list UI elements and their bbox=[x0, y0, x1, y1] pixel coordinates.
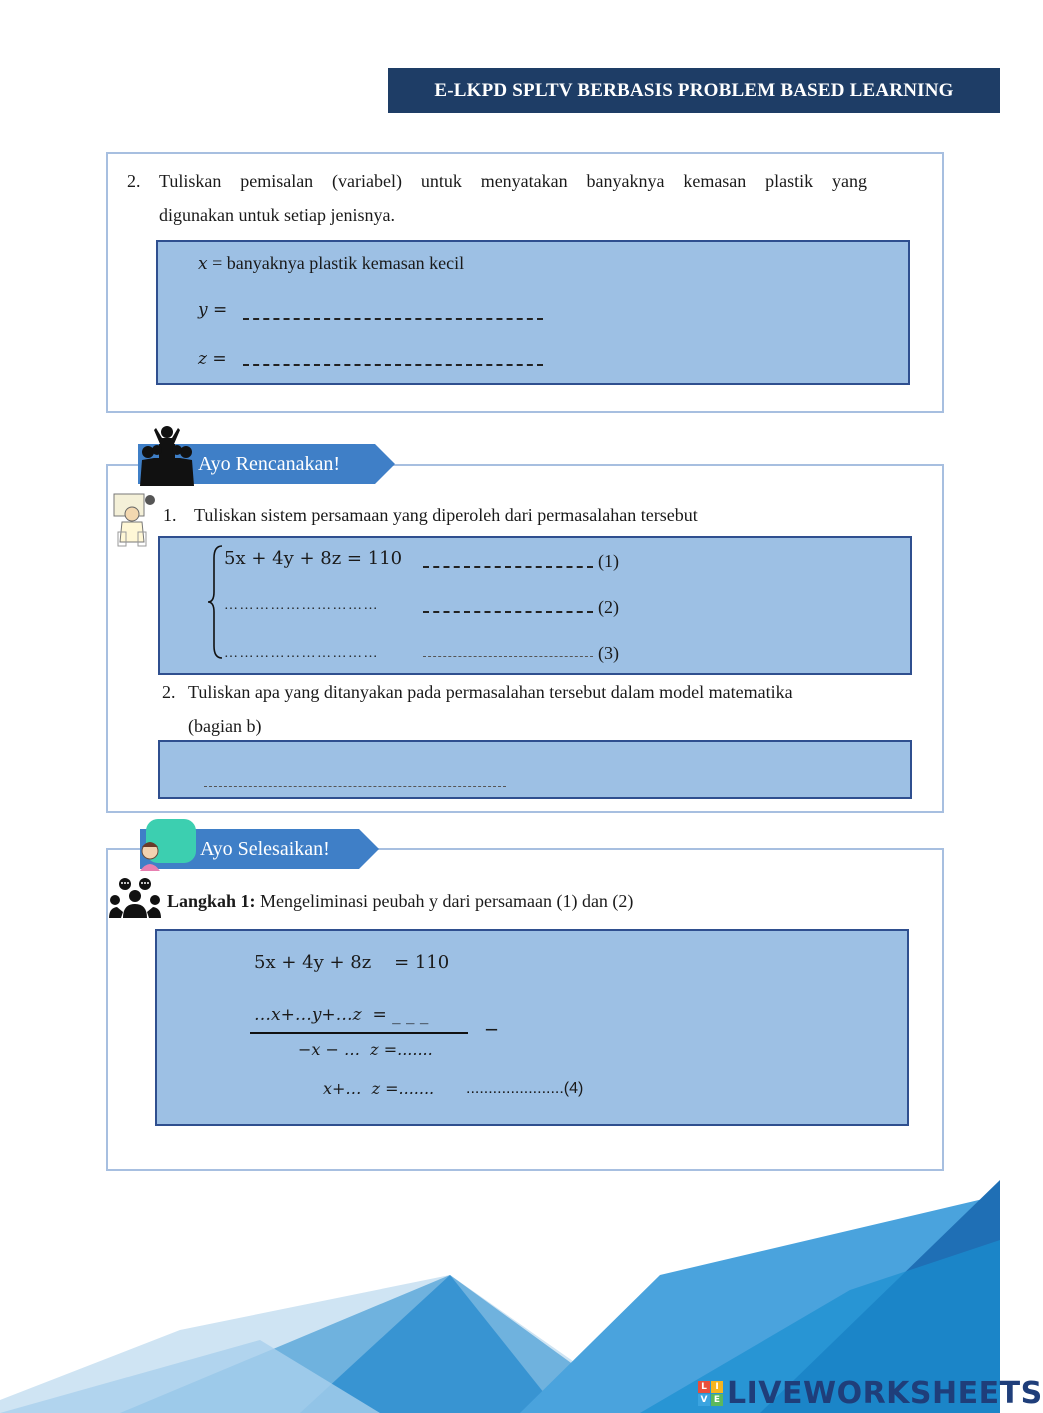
equation-2-label: (2) bbox=[598, 597, 619, 617]
question-answer-box bbox=[158, 740, 912, 799]
equation-2-leader bbox=[423, 611, 593, 613]
question-2-text-line2: digunakan untuk setiap jenisnya. bbox=[159, 205, 395, 225]
z-answer-blank[interactable] bbox=[243, 364, 543, 366]
equation-3-blank[interactable]: … … … … … … … … … … bbox=[224, 646, 377, 661]
y-answer-blank[interactable] bbox=[243, 318, 543, 320]
elimination-line-4[interactable]: x+… z =....... bbox=[323, 1079, 435, 1098]
elimination-rule bbox=[250, 1032, 468, 1034]
discussion-group-icon bbox=[109, 874, 161, 918]
equation-1: 5x + 4y + 8z = 110 bbox=[224, 548, 403, 569]
selesai-title: Ayo Selesaikan! bbox=[200, 837, 330, 860]
rencana-item2-number: 2. bbox=[162, 682, 176, 702]
elimination-line-1: 5x + 4y + 8z = 110 bbox=[254, 952, 450, 973]
rencana-title: Ayo Rencanakan! bbox=[198, 452, 340, 475]
girl-speech-bubble-icon bbox=[134, 817, 198, 873]
equation-2-blank[interactable]: … … … … … … … … … … bbox=[224, 598, 377, 613]
question-2-text-line1: Tuliskan pemisalan (variabel) untuk menyatakan banyaknya kemasan plastik yang bbox=[159, 171, 867, 191]
question-2-number: 2. bbox=[127, 171, 141, 191]
question-answer-blank[interactable] bbox=[204, 786, 506, 787]
rencana-item2-line1: Tuliskan apa yang ditanyakan pada permasalahan tersebut dalam model matematika bbox=[188, 682, 793, 702]
teacher-board-icon bbox=[112, 492, 158, 550]
liveworksheets-watermark bbox=[698, 1376, 1043, 1411]
step-1-label: Langkah 1: bbox=[167, 891, 256, 911]
rencana-item1-text: Tuliskan sistem persamaan yang diperoleh dari permasalahan tersebut bbox=[194, 505, 698, 525]
elimination-line-3[interactable]: −x − … z =....... bbox=[298, 1040, 433, 1059]
equation-3-label: (3) bbox=[598, 643, 619, 663]
rencana-item1-number: 1. bbox=[163, 505, 177, 525]
liveworksheets-text: LIVEWORKSHEETS bbox=[727, 1376, 1043, 1411]
x-answer: = banyaknya plastik kemasan kecil bbox=[212, 253, 465, 273]
people-group-icon bbox=[140, 424, 194, 486]
equation-3-leader bbox=[423, 656, 593, 657]
step-1-text: Mengeliminasi peubah y dari persamaan (1) dan (2) bbox=[260, 891, 634, 911]
x-variable: x bbox=[198, 254, 208, 274]
x-variable-row bbox=[198, 252, 464, 275]
liveworksheets-logo-icon: L I V E bbox=[698, 1381, 723, 1406]
equation-1-leader bbox=[423, 566, 593, 568]
z-variable-label: z = bbox=[198, 349, 227, 369]
elimination-line-2[interactable]: …x+…y+…z = _ _ _ bbox=[254, 1005, 429, 1025]
step-1-row bbox=[167, 884, 633, 918]
system-brace bbox=[206, 544, 224, 660]
header-title: E-LKPD SPLTV BERBASIS PROBLEM BASED LEARNING bbox=[434, 79, 954, 101]
rencana-item2-line2: (bagian b) bbox=[188, 716, 262, 736]
elimination-line-4-label: ......................(4) bbox=[466, 1080, 584, 1097]
subtraction-sign: – bbox=[486, 1015, 497, 1040]
y-variable-label: y = bbox=[198, 300, 228, 320]
header-banner bbox=[388, 68, 1000, 113]
equation-1-label: (1) bbox=[598, 551, 619, 571]
